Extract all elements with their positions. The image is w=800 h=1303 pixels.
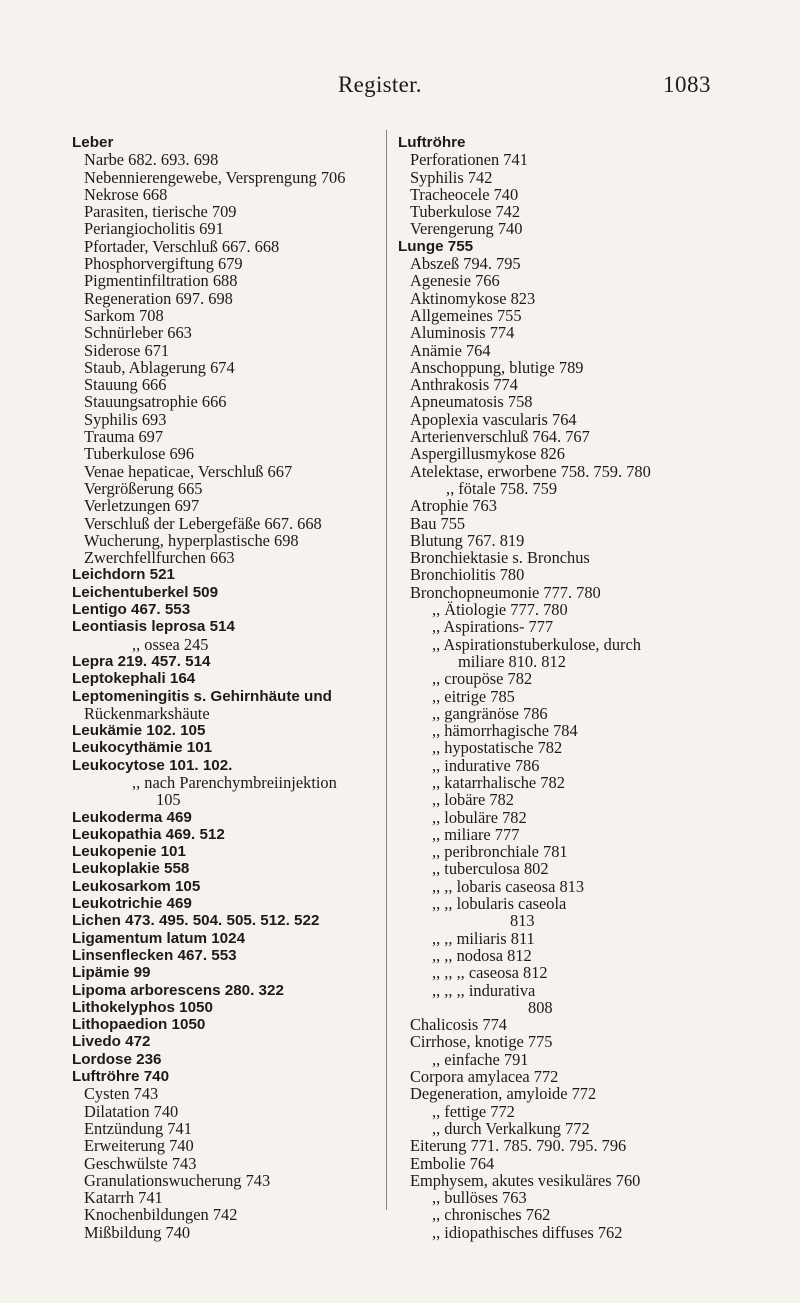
index-subentry: ,, hämorrhagische 784	[432, 721, 578, 741]
index-subentry: Tuberkulose 696	[84, 444, 195, 464]
index-subentry: ,, lobuläre 782	[432, 807, 527, 827]
index-subentry: Embolie 764	[410, 1153, 495, 1173]
index-subentry: Mißbildung 740	[84, 1222, 191, 1242]
index-subentry: Arterienverschluß 764. 767	[410, 427, 590, 447]
index-subentry: Corpora amylacea 772	[410, 1067, 559, 1087]
index-headword: Leukämie 102. 105	[72, 722, 206, 740]
index-subentry: Bau 755	[410, 513, 466, 533]
index-subentry: Anthrakosis 774	[410, 375, 518, 395]
index-subentry: Parasiten, tierische 709	[84, 202, 237, 222]
index-subentry: Knochenbildungen 742	[84, 1205, 238, 1225]
index-subentry: Narbe 682. 693. 698	[84, 150, 219, 170]
index-headword: Leber	[72, 134, 114, 151]
index-subentry: Granulationswucherung 743	[84, 1170, 271, 1190]
index-subentry: ,, eitrige 785	[432, 686, 515, 706]
index-headword: Leukosarkom 105	[72, 877, 201, 895]
index-subentry: ,, tuberculosa 802	[432, 859, 549, 879]
index-subentry: ,, Ätiologie 777. 780	[432, 600, 568, 620]
index-subentry: ,, ossea 245	[132, 634, 209, 654]
index-subentry: Zwerchfellfurchen 663	[84, 548, 235, 568]
index-subentry: ,, croupöse 782	[432, 669, 533, 689]
index-headword: Leukoplakie 558	[72, 860, 190, 878]
index-subentry: Phosphorvergiftung 679	[84, 254, 243, 274]
index-subentry: 813	[510, 911, 535, 931]
index-subentry: Cirrhose, knotige 775	[410, 1032, 553, 1052]
index-subentry: Chalicosis 774	[410, 1015, 507, 1035]
index-subentry: Tuberkulose 742	[410, 202, 521, 222]
index-headword: Luftröhre 740	[72, 1068, 170, 1086]
index-subentry: Allgemeines 755	[410, 305, 522, 325]
index-headword: Ligamentum latum 1024	[72, 929, 246, 947]
index-subentry: Verengerung 740	[410, 219, 523, 239]
index-subentry: Regeneration 697. 698	[84, 288, 233, 308]
index-headword: Lipoma arborescens 280. 322	[72, 981, 284, 999]
index-headword: Livedo 472	[72, 1033, 151, 1051]
index-subentry: Cysten 743	[84, 1084, 159, 1104]
index-headword: Lithokelyphos 1050	[72, 998, 213, 1016]
index-headword: Leukocythämie 101	[72, 739, 213, 757]
index-headword: Leukoderma 469	[72, 808, 192, 826]
index-subentry: ,, nach Parenchymbreiinjektion	[132, 772, 337, 792]
index-subentry: ,, fötale 758. 759	[446, 478, 558, 498]
index-headword: Linsenflecken 467. 553	[72, 946, 237, 964]
index-headword: Leukopenie 101	[72, 843, 186, 861]
index-headword: Leichentuberkel 509	[72, 583, 219, 601]
index-subentry: Atelektase, erworbene 758. 759. 780	[410, 461, 651, 481]
index-subentry: Aspergillusmykose 826	[410, 444, 565, 464]
index-subentry: ,, ,, lobularis caseola	[432, 894, 567, 914]
index-subentry: Sarkom 708	[84, 305, 164, 325]
index-subentry: Degeneration, amyloide 772	[410, 1084, 597, 1104]
index-headword: Leukotrichie 469	[72, 895, 192, 913]
index-subentry: Eiterung 771. 785. 790. 795. 796	[410, 1136, 627, 1156]
index-subentry: ,, peribronchiale 781	[432, 842, 568, 862]
index-subentry: Abszeß 794. 795	[410, 254, 521, 274]
index-subentry: Katarrh 741	[84, 1188, 163, 1208]
index-subentry: Venae hepaticae, Verschluß 667	[84, 461, 293, 481]
index-subentry: Nekrose 668	[84, 184, 168, 204]
left-index-column	[72, 134, 442, 1241]
index-subentry: ,, gangränöse 786	[432, 703, 548, 723]
index-subentry: Staub, Ablagerung 674	[84, 357, 235, 377]
index-subentry: ,, einfache 791	[432, 1049, 529, 1069]
index-subentry: Stauungsatrophie 666	[84, 392, 227, 412]
index-subentry: Erweiterung 740	[84, 1136, 194, 1156]
index-subentry: ,, bullöses 763	[432, 1188, 527, 1208]
index-subentry: Tracheocele 740	[410, 184, 519, 204]
index-subentry: Agenesie 766	[410, 271, 500, 291]
index-subentry: ,, katarrhalische 782	[432, 772, 565, 792]
index-subentry: Entzündung 741	[84, 1118, 192, 1138]
index-subentry: Stauung 666	[84, 375, 167, 395]
index-headword: Lithopaedion 1050	[72, 1016, 206, 1034]
index-subentry: ,, fettige 772	[432, 1101, 515, 1121]
page-title: Register.	[338, 72, 422, 97]
right-index-column	[398, 134, 768, 1241]
index-subentry: Pigmentinfiltration 688	[84, 271, 238, 291]
index-subentry: Verschluß der Lebergefäße 667. 668	[84, 513, 322, 533]
index-subentry: Bronchiektasie s. Bronchus	[410, 548, 590, 568]
index-headword: Leptokephali 164	[72, 670, 196, 688]
index-headword: Lordose 236	[72, 1050, 162, 1068]
index-subentry: Rückenmarkshäute	[84, 703, 210, 723]
page-number: 1083	[663, 72, 711, 97]
index-subentry: Wucherung, hyperplastische 698	[84, 530, 299, 550]
index-headword: Lunge 755	[398, 237, 474, 255]
index-subentry: Blutung 767. 819	[410, 530, 525, 550]
index-subentry: ,, hypostatische 782	[432, 738, 563, 758]
index-subentry: 105	[156, 790, 181, 810]
index-subentry: miliare 810. 812	[458, 651, 566, 671]
index-headword: Leukocytose 101. 102.	[72, 756, 233, 774]
index-subentry: ,, Aspirations- 777	[432, 617, 554, 637]
index-headword: Leontiasis leprosa 514	[72, 618, 235, 636]
index-headword: Lentigo 467. 553	[72, 601, 191, 619]
index-subentry: ,, ,, lobaris caseosa 813	[432, 876, 585, 896]
index-subentry: Pfortader, Verschluß 667. 668	[84, 236, 280, 256]
index-subentry: Bronchiolitis 780	[410, 565, 525, 585]
index-headword: Lichen 473. 495. 504. 505. 512. 522	[72, 912, 320, 930]
index-subentry: Perforationen 741	[410, 150, 528, 170]
index-subentry: ,, idiopathisches diffuses 762	[432, 1222, 623, 1242]
index-subentry: Apoplexia vascularis 764	[410, 409, 577, 429]
index-subentry: ,, chronisches 762	[432, 1205, 551, 1225]
index-subentry: Aktinomykose 823	[410, 288, 536, 308]
index-subentry: Aluminosis 774	[410, 323, 515, 343]
index-subentry: Apneumatosis 758	[410, 392, 533, 412]
index-subentry: Bronchopneumonie 777. 780	[410, 582, 601, 602]
index-subentry: ,, ,, miliaris 811	[432, 928, 535, 948]
index-subentry: Anämie 764	[410, 340, 491, 360]
index-headword: Leukopathia 469. 512	[72, 825, 225, 843]
index-headword: Lepra 219. 457. 514	[72, 652, 211, 670]
index-subentry: ,, indurative 786	[432, 755, 540, 775]
index-headword: Lipämie 99	[72, 964, 151, 982]
index-subentry: Trauma 697	[84, 427, 164, 447]
index-subentry: Syphilis 742	[410, 167, 493, 187]
index-subentry: Schnürleber 663	[84, 323, 192, 343]
index-subentry: ,, ,, nodosa 812	[432, 945, 532, 965]
index-subentry: ,, Aspirationstuberkulose, durch	[432, 634, 641, 654]
index-subentry: 808	[528, 997, 553, 1017]
page-header	[0, 70, 800, 110]
index-subentry: Nebennierengewebe, Versprengung 706	[84, 167, 346, 187]
index-subentry: Periangiocholitis 691	[84, 219, 224, 239]
index-subentry: Siderose 671	[84, 340, 170, 360]
index-subentry: Geschwülste 743	[84, 1153, 197, 1173]
index-subentry: Dilatation 740	[84, 1101, 179, 1121]
index-subentry: Emphysem, akutes vesikuläres 760	[410, 1170, 641, 1190]
index-headword: Leichdorn 521	[72, 566, 175, 584]
index-headword: Leptomeningitis s. Gehirnhäute und	[72, 687, 332, 705]
index-subentry: Atrophie 763	[410, 496, 497, 516]
index-subentry: ,, ,, ,, indurativa	[432, 980, 536, 1000]
index-subentry: Syphilis 693	[84, 409, 167, 429]
index-subentry: ,, lobäre 782	[432, 790, 514, 810]
index-subentry: ,, miliare 777	[432, 824, 520, 844]
index-subentry: Verletzungen 697	[84, 496, 200, 516]
index-subentry: Anschoppung, blutige 789	[410, 357, 584, 377]
index-headword: Luftröhre	[398, 134, 466, 151]
index-subentry: Vergrößerung 665	[84, 478, 203, 498]
index-subentry: ,, durch Verkalkung 772	[432, 1118, 590, 1138]
index-subentry: ,, ,, ,, caseosa 812	[432, 963, 548, 983]
